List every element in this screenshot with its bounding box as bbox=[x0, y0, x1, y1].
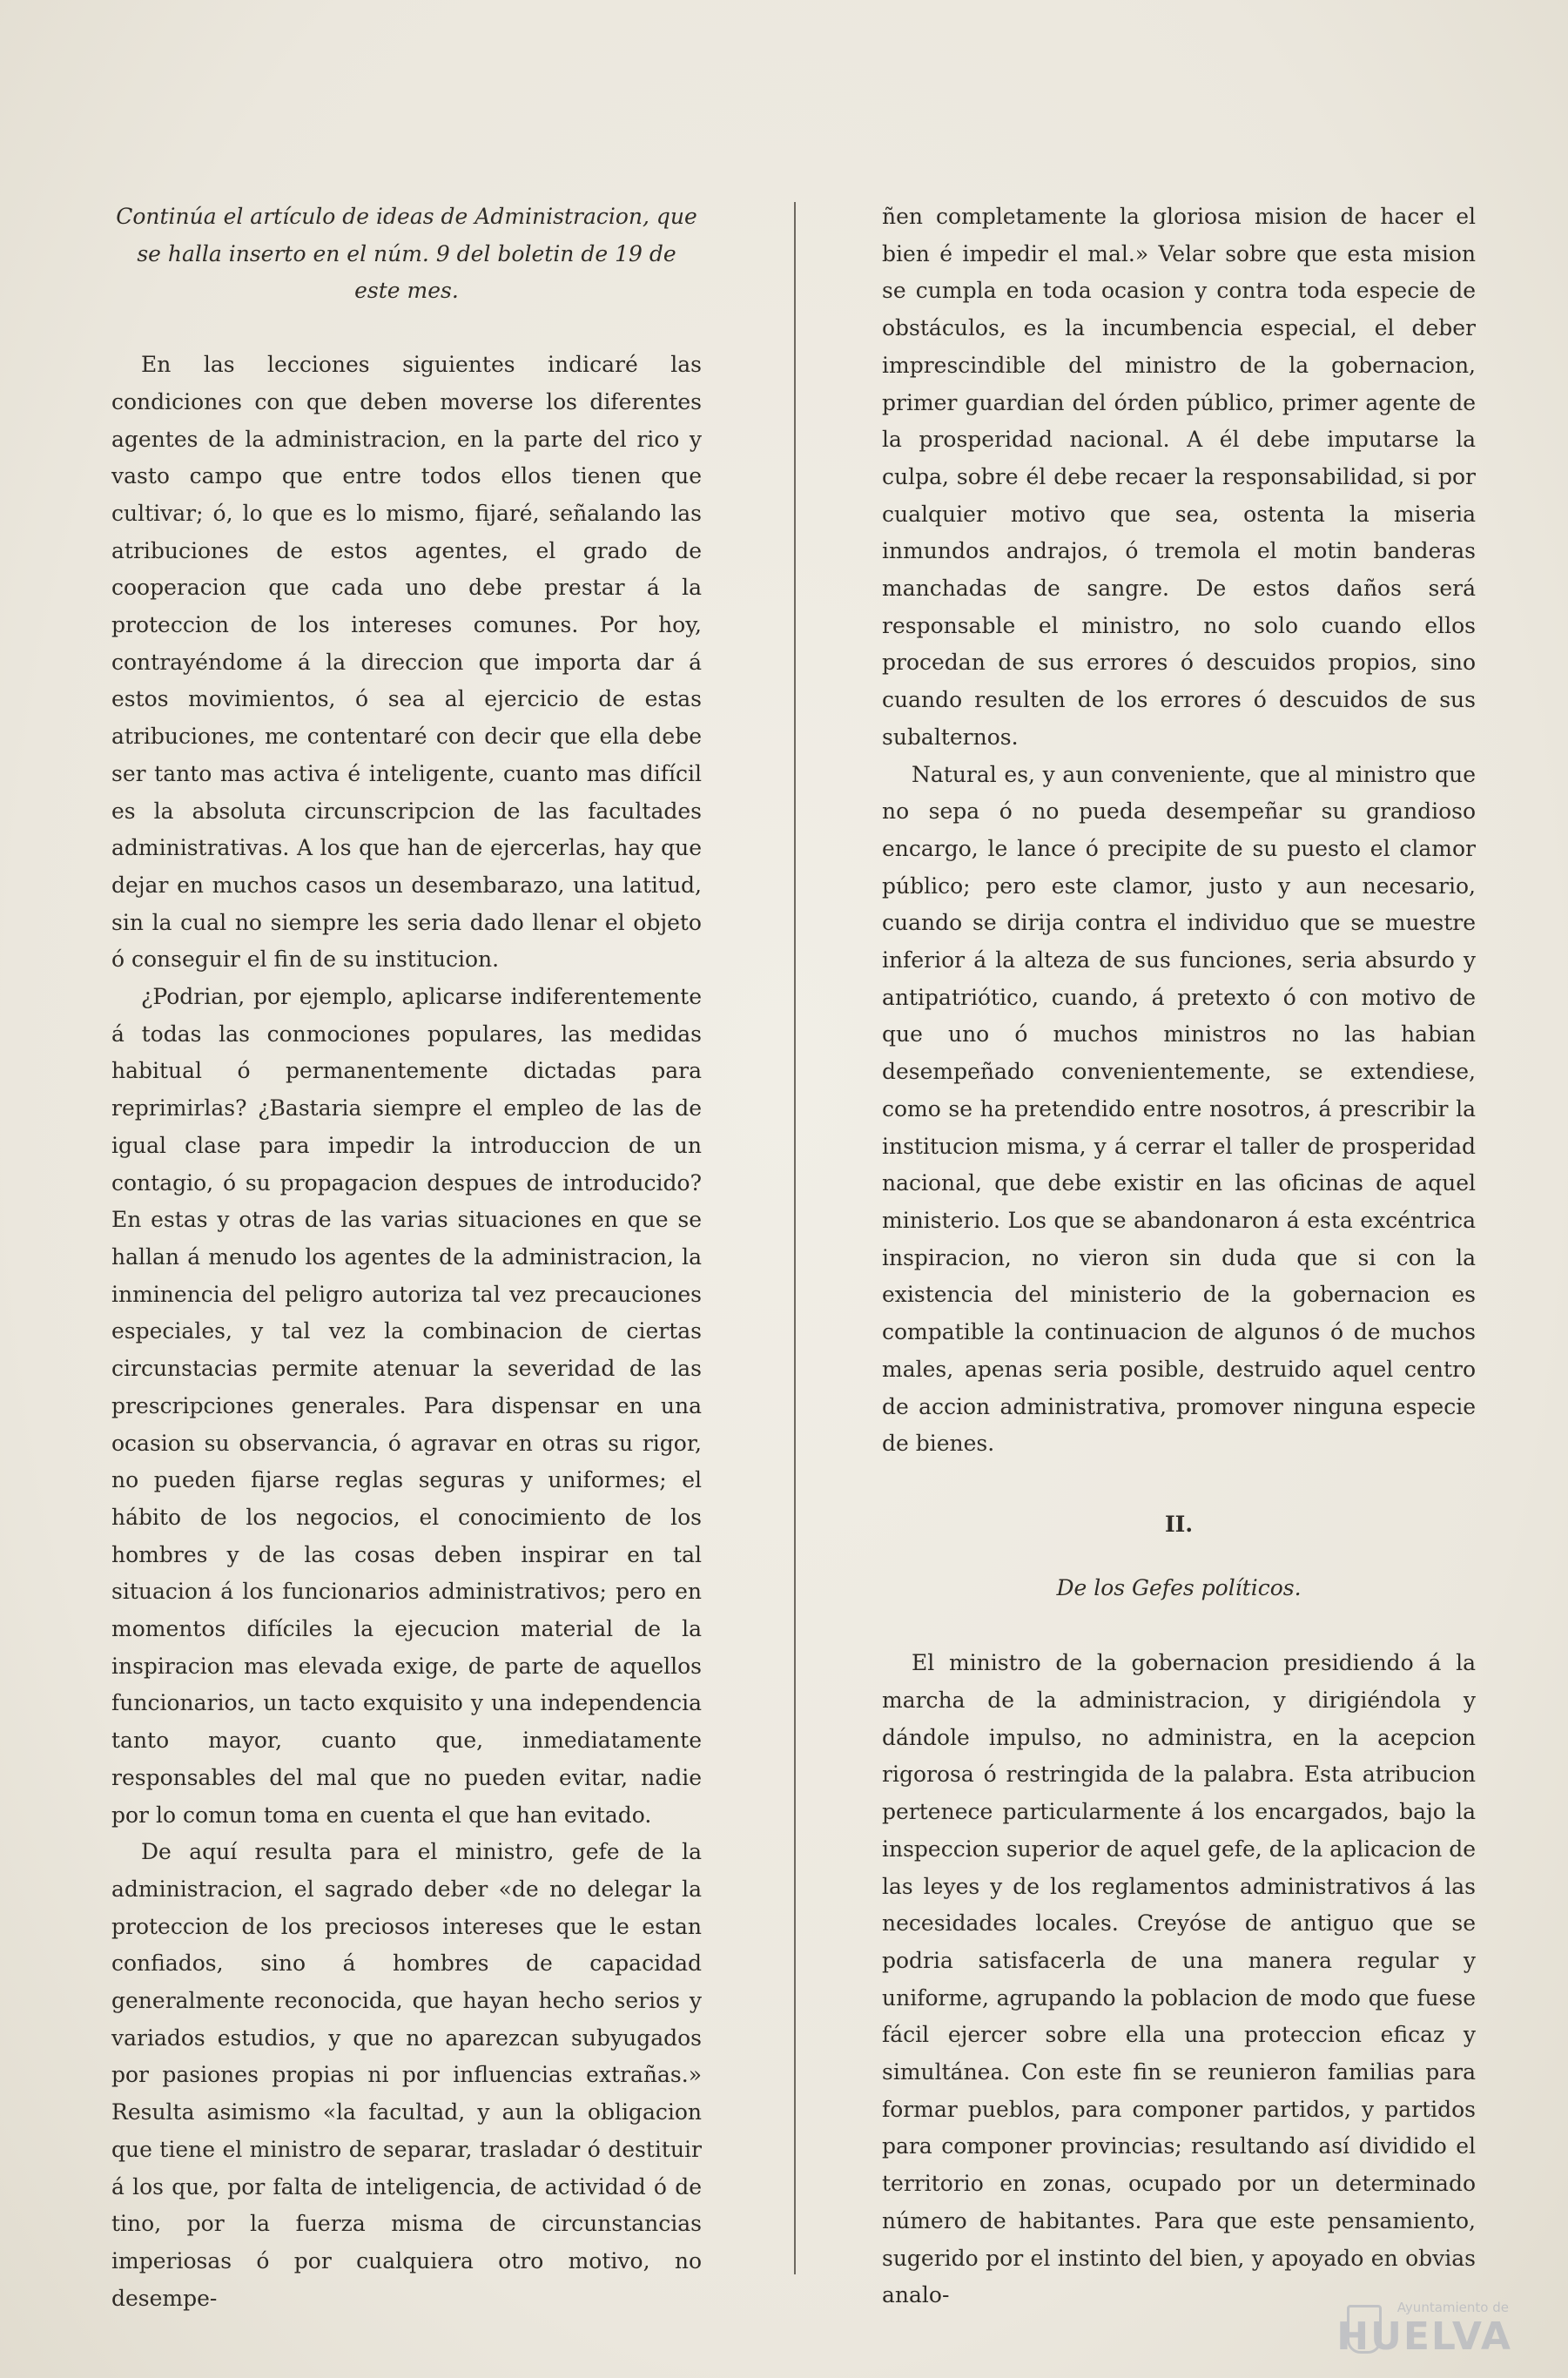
paragraph: ¿Podrian, por ejemplo, aplicarse indiferentemente á todas las conmociones populares, las medidas habitual ó permanentemente dictadas para reprimirlas? ¿Bastaria siempre el empleo de las de igual clase para impedir la introduccion de un contagio, ó su propagacion despues de introducido? En estas y otras de las varias situaciones en que se hallan á menudo los agentes de la administracion, la inminencia del peligro autoriza tal vez precauciones especiales, y tal vez la combinacion de ciertas circunstacias permite atenuar la severidad de las prescripciones generales. Para dispensar en una ocasion su observancia, ó agravar en otras su rigor, no pueden fijarse reglas seguras y uniformes; el hábito de los negocios, el conocimiento de los hombres y de las cosas deben inspirar en tal situacion á los funcionarios administrativos; pero en momentos difíciles la ejecucion material de la inspiracion mas elevada exige, de parte de aquellos funcionarios, un tacto exquisito y una independencia tanto mayor, cuanto que, inmediatamente responsables del mal que no pueden evitar, nadie por lo comun toma en cuenta el que han evitado. bbox=[111, 984, 702, 1828]
left-column bbox=[111, 199, 702, 2317]
section-title: De los Gefes políticos. bbox=[1056, 1574, 1302, 1600]
paragraph: El ministro de la gobernacion presidiendo á la marcha de la administracion, y dirigiéndola y dándole impulso, no administra, en la acepcion rigorosa ó restringida de la palabra. Esta atribucion pertenece particularmente á los encargados, bajo la inspeccion superior de aquel gefe, de la aplicacion de las leyes y de los reglamentos administrativos á las necesidades locales. Creyóse de antiguo que se podria satisfacerla de una manera regular y uniforme, agrupando la poblacion de modo que fuese fácil ejercer sobre ella una proteccion eficaz y simultánea. Con este fin se reunieron familias para formar pueblos, para componer partidos, y partidos para componer provincias; resultando así dividido el territorio en zonas, ocupado por un determinado número de habitantes. Para que este pensamiento, sugerido por el instinto del bien, y apoyado en obvias analo- bbox=[882, 1650, 1476, 2308]
paragraph: ñen completamente la gloriosa mision de hacer el bien é impedir el mal.» Velar sobre que esta mision se cumpla en toda ocasion y contra toda especie de obstáculos, es la incumbencia especial, el deber imprescindible del ministro de la gobernacion, primer guardian del órden público, primer agente de la prosperidad nacional. A él debe imputarse la culpa, sobre él debe recaer la responsabilidad, si por cualquier motivo que sea, ostenta la miseria inmundos andrajos, ó tremola el motin banderas manchadas de sangre. De estos daños será responsable el ministro, no solo cuando ellos procedan de sus errores ó descuidos propios, sino cuando resulten de los errores ó descuidos de sus subalternos. bbox=[882, 204, 1476, 750]
paragraph: De aquí resulta para el ministro, gefe de la administracion, el sagrado deber «de no delegar la proteccion de los preciosos intereses que le estan confiados, sino á hombres de capacidad generalmente reconocida, que hayan hecho serios y variados estudios, y que no aparezcan subyugados por pasiones propias ni por influencias extrañas.» Resulta asimismo «la facultad, y aun la obligacion que tiene el ministro de separar, trasladar ó destituir á los que, por falta de inteligencia, de actividad ó de tino, por la fuerza misma de circunstancias imperiosas ó por cualquiera otro motivo, no desempe- bbox=[111, 1839, 702, 2311]
section-number: II. bbox=[1164, 1511, 1194, 1537]
watermark-text: HUELVA bbox=[1336, 2314, 1512, 2359]
watermark-subtitle: Ayuntamiento de bbox=[1396, 2300, 1509, 2315]
paragraph: Natural es, y aun conveniente, que al ministro que no sepa ó no pueda desempeñar su grandioso encargo, le lance ó precipite de su puesto el clamor público; pero este clamor, justo y aun necesario, cuando se dirija contra el individuo que se muestre inferior á la alteza de sus funciones, seria absurdo y antipatriótico, cuando, á pretexto ó con motivo de que uno ó muchos ministros no las habian desempeñado convenientemente, se extendiese, como se ha pretendido entre nosotros, á prescribir la institucion misma, y á cerrar el taller de prosperidad nacional, que debe existir en las oficinas de aquel ministerio. Los que se abandonaron á esta excéntrica inspiracion, no vieron sin duda que si con la existencia del ministerio de la gobernacion es compatible la continuacion de algunos ó de muchos males, apenas seria posible, destruido aquel centro de accion administrativa, promover ninguna especie de bienes. bbox=[882, 761, 1476, 1457]
paragraph: En las lecciones siguientes indicaré las condiciones con que deben moverse los diferentes agentes de la administracion, en la parte del rico y vasto campo que entre todos ellos tienen que cultivar; ó, lo que es lo mismo, fijaré, señalando las atribuciones de estos agentes, el grado de cooperacion que cada uno debe prestar á la proteccion de los intereses comunes. Por hoy, contrayéndome á la direccion que importa dar á estos movimientos, ó sea al ejercicio de estas atribuciones, me contentaré con decir que ella debe ser tanto mas activa é inteligente, cuanto mas difícil es la absoluta circunscripcion de las facultades administrativas. A los que han de ejercerlas, hay que dejar en muchos casos un desembarazo, una latitud, sin la cual no siempre les seria dado llenar el objeto ó conseguir el fin de su institucion. bbox=[111, 352, 702, 973]
column-divider bbox=[794, 202, 796, 2274]
huelva-watermark bbox=[1336, 2272, 1512, 2359]
article-intro: Continúa el artículo de ideas de Administracion, que se halla inserto en el núm. 9 del boletin de 19 de este mes. bbox=[116, 204, 697, 304]
right-column bbox=[882, 199, 1476, 2314]
